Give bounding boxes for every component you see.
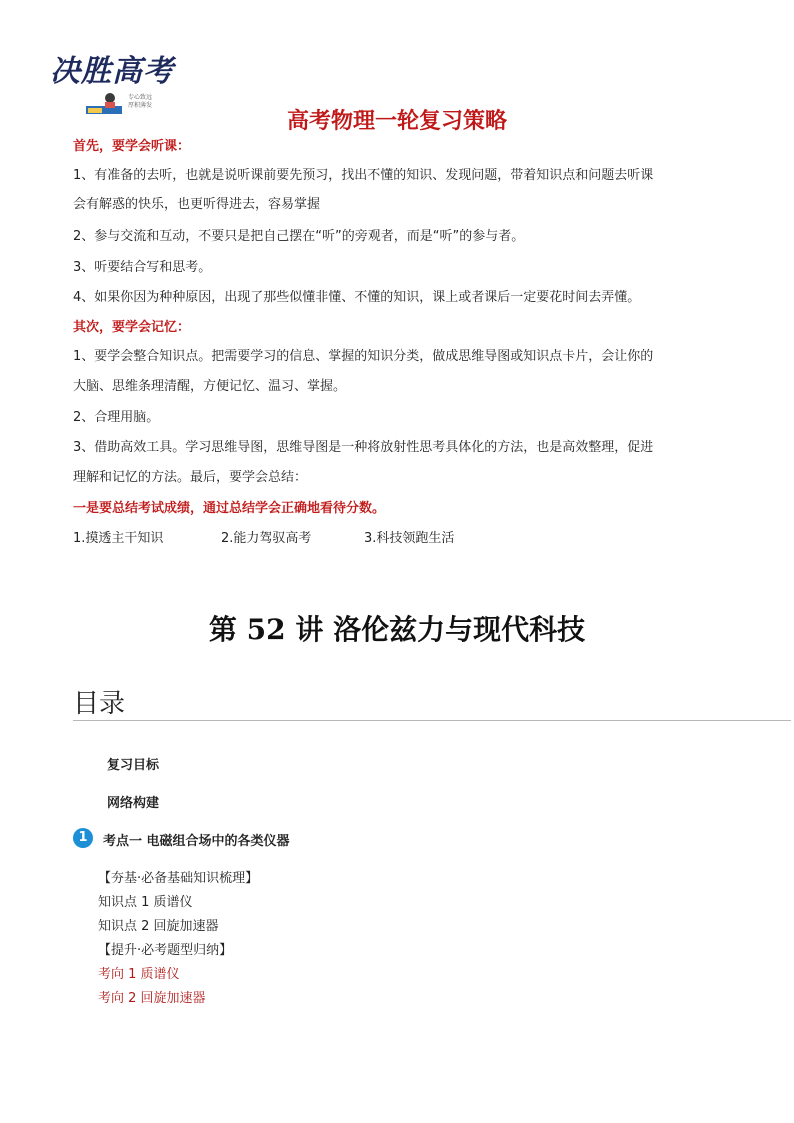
paragraph-line: 3、听要结合写和思考。	[73, 260, 212, 275]
toc-entry[interactable]: 知识点 1 质谱仪	[98, 895, 193, 910]
skill-item: 3.科技领跑生活	[364, 531, 455, 546]
toc-entry[interactable]: 考向 1 质谱仪	[98, 967, 180, 982]
paragraph-line: 会有解惑的快乐，也更听得进去，容易掌握	[73, 197, 321, 212]
paragraph-line: 1、有准备的去听，也就是说听课前要先预习，找出不懂的知识、发现问题，带着知识点和问题去听课	[73, 168, 654, 183]
toc-review-goal[interactable]: 复习目标	[107, 758, 160, 773]
paragraph-line: 3、借助高效工具。学习思维导图，思维导图是一种将放射性思考具体化的方法，也是高效整理，促进	[73, 440, 654, 455]
toc-entry[interactable]: 【提升·必考题型归纳】	[98, 943, 233, 958]
toc-divider	[73, 720, 791, 721]
skill-item: 2.能力驾驭高考	[221, 531, 312, 546]
toc-title: 目录	[73, 689, 126, 719]
skills-row	[73, 528, 454, 550]
skill-item: 1.摸透主干知识	[73, 531, 164, 546]
toc-entry[interactable]: 知识点 2 回旋加速器	[98, 919, 219, 934]
logo-tagline-line: 专心致远	[128, 94, 153, 101]
lecture-title: 第 52 讲 洛伦兹力与现代科技	[208, 613, 586, 646]
toc-point-one[interactable]: 考点一 电磁组合场中的各类仪器	[103, 834, 290, 849]
logo-tagline-line: 厚积薄发	[128, 102, 153, 109]
paragraph-line: 2、参与交流和互动，不要只是把自己摆在“听”的旁观者，而是“听”的参与者。	[73, 229, 525, 244]
paragraph-line: 2、合理用脑。	[73, 410, 160, 425]
paragraph-line: 4、如果你因为种种原因，出现了那些似懂非懂、不懂的知识，课上或者课后一定要花时间去弄懂。	[73, 290, 641, 305]
section-heading: 首先，要学会听课：	[73, 139, 191, 154]
point-number-badge: 1	[73, 828, 93, 848]
paragraph-line: 1、要学会整合知识点。把需要学习的信息、掌握的知识分类，做成思维导图或知识点卡片，会让你的	[73, 349, 654, 364]
logo-wordmark: 决胜高考	[50, 54, 174, 89]
strategy-title: 高考物理一轮复习策略	[286, 109, 507, 134]
paragraph-line: 大脑、思维条理清醒，方便记忆、温习、掌握。	[73, 379, 347, 394]
toc-entry[interactable]: 考向 2 回旋加速器	[98, 991, 206, 1006]
paragraph-line: 理解和记忆的方法。最后，要学会总结：	[73, 470, 308, 485]
summary-heading: 一是要总结考试成绩，通过总结学会正确地看待分数。	[73, 501, 386, 516]
toc-network[interactable]: 网络构建	[107, 796, 160, 811]
section-heading: 其次，要学会记忆：	[73, 320, 191, 335]
toc-entry[interactable]: 【夯基·必备基础知识梳理】	[98, 871, 259, 886]
